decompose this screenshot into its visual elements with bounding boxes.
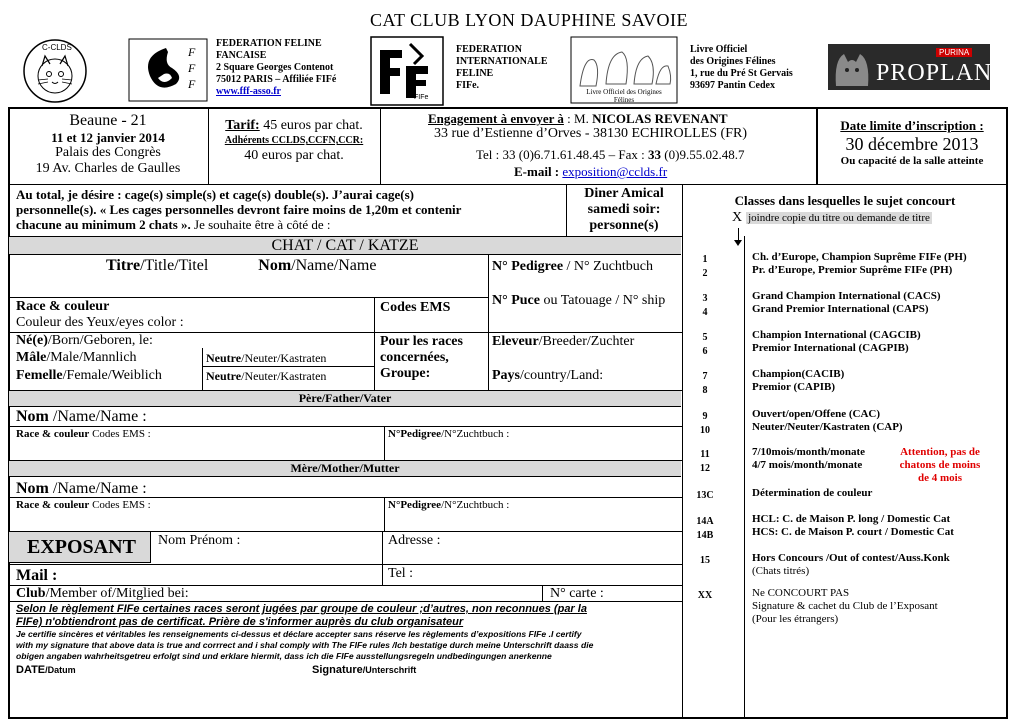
mother-ped-bold: N°Pedigree — [388, 499, 442, 511]
rules-line-3: Je certifie sincères et véritables les renseignements ci-dessus et déclare accepter sans réserve les règlements d’expositions FIFe .I certify — [16, 629, 582, 639]
groupe-label: Groupe: — [380, 366, 431, 381]
class-label — [752, 368, 844, 394]
race-label: Race & couleur — [16, 299, 110, 314]
class-label-line: 7/10mois/month/monate — [752, 446, 866, 458]
class-number-value[interactable]: 4 — [702, 307, 708, 318]
femelle-bold: Femelle — [16, 368, 63, 383]
class-label — [752, 587, 938, 626]
lof-line-3: 1, rue du Pré St Gervais — [690, 68, 793, 79]
concernees-label: concernées, — [380, 350, 449, 365]
tarif-block — [208, 118, 380, 164]
mother-nom-rest: /Name/Name : — [48, 480, 147, 497]
tarif-members: Adhérents CCLDS,CCFN,CCR: — [224, 135, 364, 146]
engagement-label: Engagement à envoyer à — [428, 111, 564, 126]
date-bold: DATE — [16, 664, 46, 676]
fff-line-2: FANCAISE — [216, 50, 267, 61]
nom-prenom-field[interactable]: Nom Prénom : — [158, 533, 241, 548]
pays-bold: Pays — [492, 368, 520, 383]
classes-header-title: Classes dans lesquelles le sujet concourt — [734, 193, 956, 208]
diner-line-1: Diner Amical — [584, 186, 664, 201]
class-number-value[interactable]: 15 — [700, 555, 710, 566]
mother-name-field[interactable] — [16, 480, 147, 498]
father-name-field[interactable] — [16, 408, 147, 426]
neutre-rest-1: /Neuter/Kastraten — [241, 351, 327, 365]
neutre-femelle-option[interactable] — [206, 369, 326, 383]
lof-logo — [570, 36, 678, 104]
father-nom-rest: /Name/Name : — [48, 408, 147, 425]
deadline-date: 30 décembre 2013 — [845, 134, 979, 154]
puce-bold: N° Puce — [492, 293, 540, 308]
class-label — [752, 552, 950, 578]
adresse-field[interactable]: Adresse : — [388, 533, 441, 548]
classes-header-note: joindre copie du titre ou demande de titre — [748, 212, 930, 224]
pedigree-bold: N° Pedigree — [492, 259, 564, 274]
male-bold: Mâle — [16, 350, 47, 365]
class-label-line: Champion International (CAGCIB) — [752, 329, 921, 341]
class-number[interactable] — [690, 253, 720, 281]
cat-title-name-row — [106, 257, 376, 275]
femelle-option[interactable] — [16, 368, 162, 384]
page-title: CAT CLUB LYON DAUPHINE SAVOIE — [370, 10, 689, 30]
mother-section-header: Mère/Mother/Mutter — [9, 461, 681, 477]
event-block — [8, 112, 208, 177]
proplan-text: PROPLAN — [876, 60, 993, 86]
puce-rest: ou Tatouage / N° ship — [539, 293, 666, 308]
class-number-value[interactable]: 5 — [702, 332, 708, 343]
kitten-warning-line: Attention, pas de — [900, 446, 980, 458]
puce-label — [492, 293, 665, 309]
engagement-name: NICOLAS REVENANT — [592, 111, 728, 126]
tarif-label: Tarif: — [225, 118, 260, 133]
titre-rest: /Title/Titel — [140, 257, 209, 274]
class-label — [752, 329, 921, 355]
fff-line-1: FEDERATION FELINE — [216, 38, 322, 49]
fff-info — [216, 38, 336, 98]
engagement-fax: (0)9.55.02.48.7 — [661, 147, 745, 162]
neutre-bold-1: Neutre — [206, 351, 242, 365]
event-address: 19 Av. Charles de Gaulles — [35, 161, 181, 176]
class-label-line: Neuter/Neuter/Kastraten (CAP) — [752, 421, 903, 433]
fff-logo — [128, 38, 208, 102]
cages-line-3: chacune au minimum 2 chats ». — [16, 217, 195, 232]
eyes-label: Couleur des Yeux/eyes color : — [16, 315, 184, 330]
cages-line-3b: Je souhaite être à côté de : — [194, 217, 331, 232]
class-number[interactable] — [690, 292, 720, 320]
fff-logo-letters: FFF — [188, 45, 196, 91]
date-rest: /Datum — [45, 665, 76, 675]
cclds-logo-text: C-CLDS — [42, 43, 72, 52]
class-label — [752, 446, 865, 472]
deadline-block — [818, 118, 1006, 168]
rules-line-4: with my signature that above data is true and corrrect and i shal comply with The FIFe rules /Ich bestatige durch meine Unterschrift daass die — [16, 640, 594, 650]
rules-line-1: Selon le règlement FIFe certaines races seront jugées par groupe de couleur ;d’autres, non reconnues (par la — [16, 603, 587, 615]
pedigree-rest: / N° Zuchtbuch — [563, 259, 654, 274]
kitten-warning-line: chatons de moins — [899, 459, 981, 471]
engagement-email-link[interactable]: exposition@cclds.fr — [562, 164, 668, 179]
fife-logo — [370, 36, 444, 106]
neutre-male-option[interactable] — [206, 351, 326, 365]
engagement-fax-code: 33 — [648, 147, 662, 162]
pays-field[interactable] — [492, 368, 603, 384]
rules-line-2: FIFe) n'obtiendront pas de certificat. Prière de s'informer auprès du club organisateur — [16, 616, 464, 628]
club-rest: /Member of/Mitglied bei: — [45, 586, 189, 601]
class-number[interactable] — [690, 331, 720, 359]
class-number[interactable] — [690, 370, 720, 398]
club-bold: Club — [16, 586, 46, 601]
father-ped-rest: /N°Zuchtbuch : — [441, 428, 510, 440]
pour-label: Pour les races — [380, 334, 463, 349]
nom-label: Nom — [258, 257, 292, 274]
father-pedigree-field[interactable] — [388, 428, 509, 440]
class-number-value[interactable]: 13C — [696, 490, 714, 501]
event-city: Beaune - 21 — [69, 112, 147, 129]
class-label-line: 4/7 mois/month/monate — [752, 459, 863, 471]
mother-ped-rest: /N°Zuchtbuch : — [441, 499, 510, 511]
date-field[interactable] — [16, 664, 76, 676]
titre-label: Titre — [106, 257, 141, 274]
tarif-price: 45 euros par chat. — [259, 118, 363, 133]
diner-line-3: personne(s) — [589, 218, 659, 233]
class-number[interactable] — [690, 489, 720, 503]
lof-line-4: 93697 Pantin Cedex — [690, 80, 775, 91]
sig-rest: /Unterschrift — [362, 665, 417, 675]
arrow-down-icon — [734, 240, 742, 246]
femelle-rest: /Female/Weiblich — [62, 368, 162, 383]
neutre-bold-2: Neutre — [206, 369, 242, 383]
class-number-value[interactable]: 1 — [702, 254, 708, 265]
class-label-line: Ouvert/open/Offene (CAC) — [752, 408, 881, 420]
lof-line-2: des Origines Félines — [690, 56, 776, 67]
classes-header-x: X — [732, 210, 743, 225]
mother-codes: Codes EMS : — [89, 499, 151, 511]
kitten-warning-line: de 4 mois — [918, 472, 962, 484]
nom-rest: /Name/Name — [291, 257, 377, 274]
kitten-warning — [880, 446, 1000, 485]
neutre-rest-2: /Neuter/Kastraten — [241, 369, 327, 383]
class-label-line: Premior (CAPIB) — [752, 381, 835, 393]
male-option[interactable] — [16, 350, 137, 366]
club-field[interactable] — [16, 586, 189, 602]
class-number[interactable] — [690, 515, 720, 543]
class-label-line: Hors Concours /Out of contest/Auss.Konk — [752, 552, 950, 564]
fife-line-4: FIFe. — [456, 80, 480, 91]
rules-block — [16, 603, 678, 662]
ne-bold: Né(e) — [16, 333, 48, 348]
tel-field[interactable]: Tel : — [388, 566, 414, 581]
race-color-field[interactable] — [16, 299, 184, 331]
tarif-member-price: 40 euros par chat. — [244, 148, 344, 163]
class-number-value[interactable]: 6 — [702, 346, 708, 357]
carte-field[interactable]: N° carte : — [550, 586, 604, 601]
mother-race-field[interactable] — [16, 499, 151, 511]
classes-header — [682, 193, 1008, 226]
mother-race-bold: Race & couleur — [16, 499, 90, 511]
fife-line-3: FELINE — [456, 68, 494, 79]
pedigree-label — [492, 259, 653, 275]
class-sub-line: (Chats titrés) — [752, 565, 810, 577]
class-label-line: Détermination de couleur — [752, 487, 873, 499]
fife-logo-text: FIFe — [414, 94, 429, 101]
class-label — [752, 290, 941, 316]
father-nom-bold: Nom — [16, 408, 49, 425]
class-number-value[interactable]: 10 — [700, 425, 710, 436]
class-label — [752, 513, 954, 539]
signature-field[interactable] — [312, 664, 416, 676]
lof-line-1: Livre Officiel — [690, 44, 748, 55]
fff-line-3: 2 Square Georges Contenot — [216, 62, 334, 73]
born-field[interactable] — [16, 333, 153, 349]
mother-nom-bold: Nom — [16, 480, 49, 497]
cclds-logo — [22, 38, 88, 104]
purina-text: PURINA — [936, 48, 972, 57]
class-label — [752, 408, 903, 434]
diner-line-2: samedi soir: — [587, 202, 661, 217]
father-race-field[interactable] — [16, 428, 151, 440]
engagement-email-label: E-mail : — [514, 164, 563, 179]
class-label-line: HCL: C. de Maison P. long / Domestic Cat — [752, 513, 951, 525]
class-label-line: Grand Champion International (CACS) — [752, 290, 941, 302]
class-label-line: Premior International (CAGPIB) — [752, 342, 909, 354]
engagement-tel: Tel : 33 (0)6.71.61.48.45 – Fax : — [476, 147, 649, 162]
class-label — [752, 487, 872, 500]
fife-line-2: INTERNATIONALE — [456, 56, 548, 67]
deadline-label: Date limite d’inscription : — [840, 118, 984, 133]
class-label-line: Champion(CACIB) — [752, 368, 845, 380]
class-number[interactable] — [690, 554, 720, 568]
class-label-line: Pr. d’Europe, Premior Suprême FIFe (PH) — [752, 264, 953, 276]
father-section-header: Père/Father/Vater — [9, 391, 681, 407]
mail-field[interactable]: Mail : — [16, 567, 58, 584]
exposant-title: EXPOSANT — [9, 532, 151, 563]
deadline-note: Ou capacité de la salle atteinte — [840, 155, 984, 167]
father-ped-bold: N°Pedigree — [388, 428, 442, 440]
event-venue: Palais des Congrès — [55, 145, 161, 160]
class-number-value[interactable]: 7 — [702, 371, 708, 382]
cages-line-1: Au total, je désire : cage(s) simple(s) et cage(s) double(s). J’aurai cage(s) — [16, 187, 414, 202]
sig-bold: Signature — [312, 664, 363, 676]
fife-line-1: FEDERATION — [456, 44, 522, 55]
class-number-value[interactable]: 8 — [702, 385, 708, 396]
father-codes: Codes EMS : — [89, 428, 151, 440]
class-number-value[interactable]: 14B — [696, 530, 714, 541]
class-label-line: Grand Premior International (CAPS) — [752, 303, 929, 315]
father-race-bold: Race & couleur — [16, 428, 90, 440]
class-sub-line: (Pour les étrangers) — [752, 613, 839, 625]
fife-info — [456, 44, 548, 92]
engagement-to: M. — [574, 111, 593, 126]
class-number[interactable] — [690, 589, 720, 603]
event-dates: 11 et 12 janvier 2014 — [51, 130, 165, 145]
pays-rest: /country/Land: — [520, 368, 604, 383]
groupe-field[interactable] — [380, 334, 463, 382]
rules-line-5: obigen angaben wahrheitsgetreu erfolgt sind und erklare hiermit, dass ich die FIFe ausstellungsregeln undbedingungen anerkenne — [16, 651, 552, 661]
class-number-value[interactable]: 3 — [702, 293, 708, 304]
class-number-value[interactable]: 2 — [702, 268, 708, 279]
class-number-value[interactable]: 14A — [696, 516, 714, 527]
codes-ems-label: Codes EMS — [380, 300, 451, 315]
class-label-line: Ch. d’Europe, Champion Suprême FIFe (PH) — [752, 251, 967, 263]
fff-website-link[interactable]: www.fff-asso.fr — [216, 86, 281, 97]
class-number-value[interactable]: 12 — [700, 463, 710, 474]
proplan-logo — [828, 44, 993, 90]
class-label-line: HCS: C. de Maison P. court / Domestic Cat — [752, 526, 954, 538]
class-number-value[interactable]: 9 — [702, 411, 708, 422]
mother-pedigree-field[interactable] — [388, 499, 509, 511]
male-rest: /Male/Mannlich — [46, 350, 137, 365]
class-number[interactable] — [690, 410, 720, 438]
lof-info — [690, 44, 793, 92]
engagement-address: 33 rue d’Estienne d’Orves - 38130 ECHIROLLES (FR) — [434, 126, 748, 141]
class-sub-line: Ne CONCOURT PAS — [752, 587, 850, 599]
engagement-colon: : — [563, 111, 575, 126]
fff-line-4: 75012 PARIS – Affiliée FIFé — [216, 74, 337, 85]
class-number-value[interactable]: XX — [697, 590, 713, 601]
diner-block — [566, 186, 682, 234]
class-sub-line: Signature & cachet du Club de l’Exposant — [752, 600, 938, 612]
cages-block — [16, 187, 564, 232]
class-label — [752, 251, 967, 277]
class-number[interactable] — [690, 448, 720, 476]
eleveur-bold: Eleveur — [492, 334, 539, 349]
cat-section-header: CHAT / CAT / KATZE — [9, 237, 681, 255]
engagement-block — [380, 111, 816, 179]
lof-logo-text: Livre Officiel des Origines Félines — [586, 88, 662, 104]
cages-line-2: personnelle(s). « Les cages personnelles devront faire moins de 1,20m et contenir — [16, 202, 462, 217]
ne-rest: /Born/Geboren, le: — [47, 333, 153, 348]
class-number-value[interactable]: 11 — [700, 449, 710, 460]
eleveur-rest: /Breeder/Zuchter — [538, 334, 635, 349]
eleveur-field[interactable] — [492, 334, 634, 350]
